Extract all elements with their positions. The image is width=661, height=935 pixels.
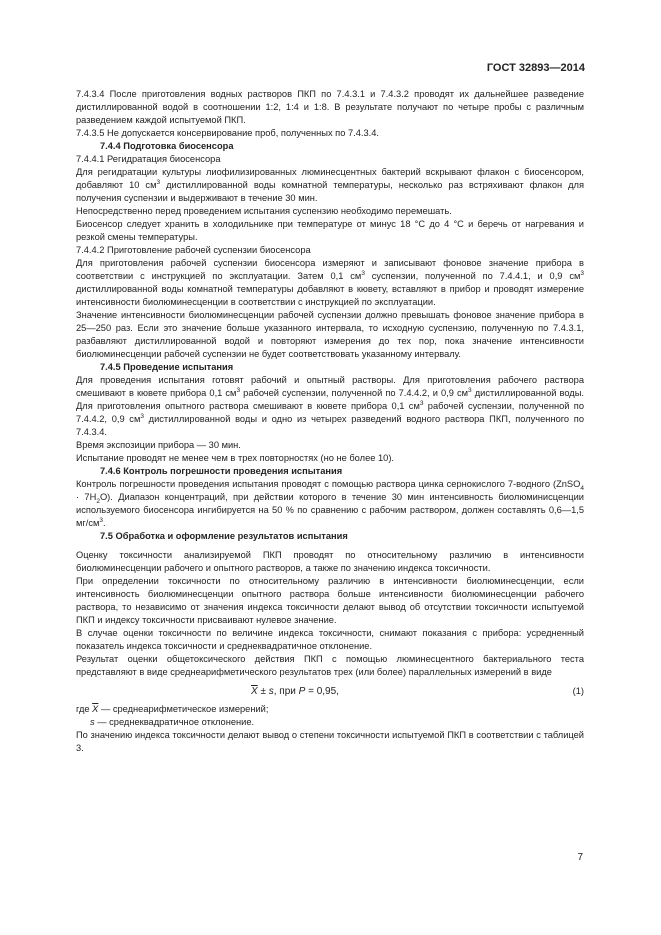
text: Биосенсор следует хранить в холодильнике при температуре от минус 18 °С до 4 °С и беречь от нагревания и резкой смены температуры. (76, 219, 584, 242)
document-body (76, 88, 584, 755)
paragraph-test-procedure (76, 374, 584, 439)
superscript: 3 (468, 386, 472, 394)
text: 7.4.6 Контроль погрешности проведения испытания (100, 466, 343, 476)
text: Для проведения испытания готовят рабочий и опытный растворы. Для приготовления рабочего раствора смешивают в кювете прибора 0,1 см (76, 375, 584, 398)
text: дистиллированной воды комнатной температуры добавляют в кювету, вставляют в прибор и проводят измерение интенсивности биолюминесценции в соответствии с инструкцией по эксплуатации. (76, 284, 584, 307)
text: . (103, 518, 106, 528)
superscript: 3 (156, 178, 161, 186)
formula-text: , при (273, 686, 299, 697)
heading-7-4-4 (76, 140, 584, 153)
paragraph-results-1 (76, 549, 584, 575)
text: Испытание проводят не менее чем в трех повторностях (но не более 10). (76, 453, 395, 463)
text: дистиллированной воды комнатной температуры, несколько раз встряхивают флакон для получения суспензии и выдерживают в течение 30 мин. (76, 180, 584, 203)
paragraph-working-suspension (76, 257, 584, 309)
text: Оценку токсичности анализируемой ПКП проводят по относительному различию в интенсивности биолюминесценции рабочего и опытного растворов, а также по значению индекса токсичности. (76, 550, 584, 573)
superscript: 3 (580, 269, 584, 277)
text: суспензии, полученной по 7.4.4.1, и 0,9 см (364, 271, 581, 281)
text: где (76, 704, 93, 714)
where-s-line (76, 716, 584, 729)
paragraph-7-4-4-1 (76, 153, 584, 166)
subscript: 2 (96, 497, 100, 505)
text: Время экспозиции прибора — 30 мин. (76, 440, 241, 450)
text: рабочей суспензии, полученной по 7.4.4.2, 0,9 см (76, 401, 584, 424)
formula-value: = 0,95, (305, 686, 339, 697)
text: · 7H (76, 492, 97, 502)
paragraph-storage (76, 218, 584, 244)
text: 7.4.5 Проведение испытания (100, 362, 234, 372)
text: дистиллированной воды. Для приготовления опытного раствора смешивают в кювете прибора 0,1 см (76, 388, 584, 411)
paragraph-exposure (76, 439, 584, 452)
paragraph-repeats (76, 452, 584, 465)
text: — среднеарифметическое измерений; (98, 704, 269, 714)
formula-expression (251, 685, 339, 698)
text: рабочей суспензии, полученной по 7.4.4.2, и 0,9 см (240, 388, 468, 398)
heading-7-4-6 (76, 465, 584, 478)
paragraph-mix (76, 205, 584, 218)
formula-plus-minus: ± (257, 686, 269, 697)
text: Непосредственно перед проведением испытания суспензию необходимо перемешать. (76, 206, 452, 216)
superscript: 3 (236, 386, 241, 394)
where-x-mean: $\overline{X}$ (92, 704, 99, 714)
formula-x-mean: $\overline{X}$ (251, 686, 258, 697)
where-s: s (90, 717, 95, 727)
formula-number: (1) (572, 686, 584, 696)
superscript: 3 (140, 412, 144, 420)
paragraph-7-4-3-5 (76, 127, 584, 140)
paragraph-rehydration (76, 166, 584, 205)
text: В случае оценки токсичности по величине индекса токсичности, снимают показания с прибора: усредненный показатель индекса токсичности и среднеквадратичное отклонение. (76, 628, 584, 651)
document-header-standard: ГОСТ 32893—2014 (486, 62, 585, 74)
paragraph-results-3 (76, 627, 584, 653)
text: O). Диапазон концентраций, при действии которого в течение 30 мин интенсивность биолюминисценции используемого биосенсора ингибируется на 50 % по сравнению с рабочим раствором, должен составлять 0,6—1,5 мг/см (76, 492, 584, 528)
text: При определении токсичности по относительному различию в интенсивности биолюминесценции, если интенсивность биолюминесценции опытного раствора больше интенсивности биолюминесценции рабочего раствора, то независимо от значения индекса токсичности делают вывод об отсутствии токсичности испытуемой ПКП и индексу токсичности присваивают нулевое значение. (76, 576, 584, 625)
paragraph-7-4-3-4 (76, 88, 584, 127)
superscript: 3 (361, 269, 365, 277)
paragraph-final (76, 729, 584, 755)
text: Для регидратации культуры лиофилизированных люминесцентных бактерий вскрывают флакон с биосенсором, добавляют 10 см (76, 167, 584, 190)
text: 7.4.3.5 Не допускается консервирование проб, полученных по 7.4.3.4. (76, 128, 379, 138)
where-x-line (76, 703, 584, 716)
text: Для приготовления рабочей суспензии биосенсора измеряют и записывают фоновое значение прибора в соответствии с инструкцией по эксплуатации. Затем 0,1 см (76, 258, 584, 281)
paragraph-error-control (76, 478, 584, 530)
paragraph-results-2 (76, 575, 584, 627)
heading-7-4-5 (76, 361, 584, 374)
text: — среднеквадратичное отклонение. (94, 717, 255, 727)
text: 7.5 Обработка и оформление результатов испытания (100, 531, 348, 541)
page-number: 7 (577, 852, 583, 863)
text: По значению индекса токсичности делают вывод о степени токсичности испытуемой ПКП в соответствии с таблицей 3. (76, 730, 584, 753)
subscript: 4 (580, 484, 584, 492)
text: 7.4.4.1 Регидратация биосенсора (76, 154, 221, 164)
text: Контроль погрешности проведения испытания проводят с помощью раствора цинка сернокислого 7-водного (ZnSO (76, 479, 581, 489)
superscript: 3 (99, 516, 104, 524)
paragraph-value-range (76, 309, 584, 361)
formula-p: P (298, 686, 306, 697)
text: Значение интенсивности биолюминесценции рабочей суспензии должно превышать фоновое значение прибора в 25—250 раз. Если это значение больше указанного интервала, то исходную суспензию, полученную по 7.4.3.1, разбавляют дистиллированной водой и повторяют измерения до тех пор, пока значение интенсивности биолюминесценции рабочей суспензии не будет соответствовать указанному интервалу. (76, 310, 584, 359)
text: 7.4.3.4 После приготовления водных растворов ПКП по 7.4.3.1 и 7.4.3.2 проводят их дальнейшее разведение дистиллированной водой в соотношении 1:2, 1:4 и 1:8. В результате получают по четыре пробы с различным разведением каждой испытуемой ПКП. (76, 89, 584, 125)
heading-7-5 (76, 530, 584, 543)
text: 7.4.4 Подготовка биосенсора (100, 141, 234, 151)
text: дистиллированной воды и одно из четырех разведений водного раствора ПКП, полученного по 7.4.3.4. (76, 414, 584, 437)
paragraph-results-4 (76, 653, 584, 679)
superscript: 3 (419, 399, 424, 407)
text: Результат оценки общетоксического действия ПКП с помощью люминесцентного бактериального теста представляют в виде среднеарифметического результатов трех (или более) параллельных измерений в виде (76, 654, 584, 677)
paragraph-7-4-4-2 (76, 244, 584, 257)
text: 7.4.4.2 Приготовление рабочей суспензии биосенсора (76, 245, 311, 255)
formula-s: s (268, 686, 274, 697)
formula-1 (76, 684, 584, 700)
